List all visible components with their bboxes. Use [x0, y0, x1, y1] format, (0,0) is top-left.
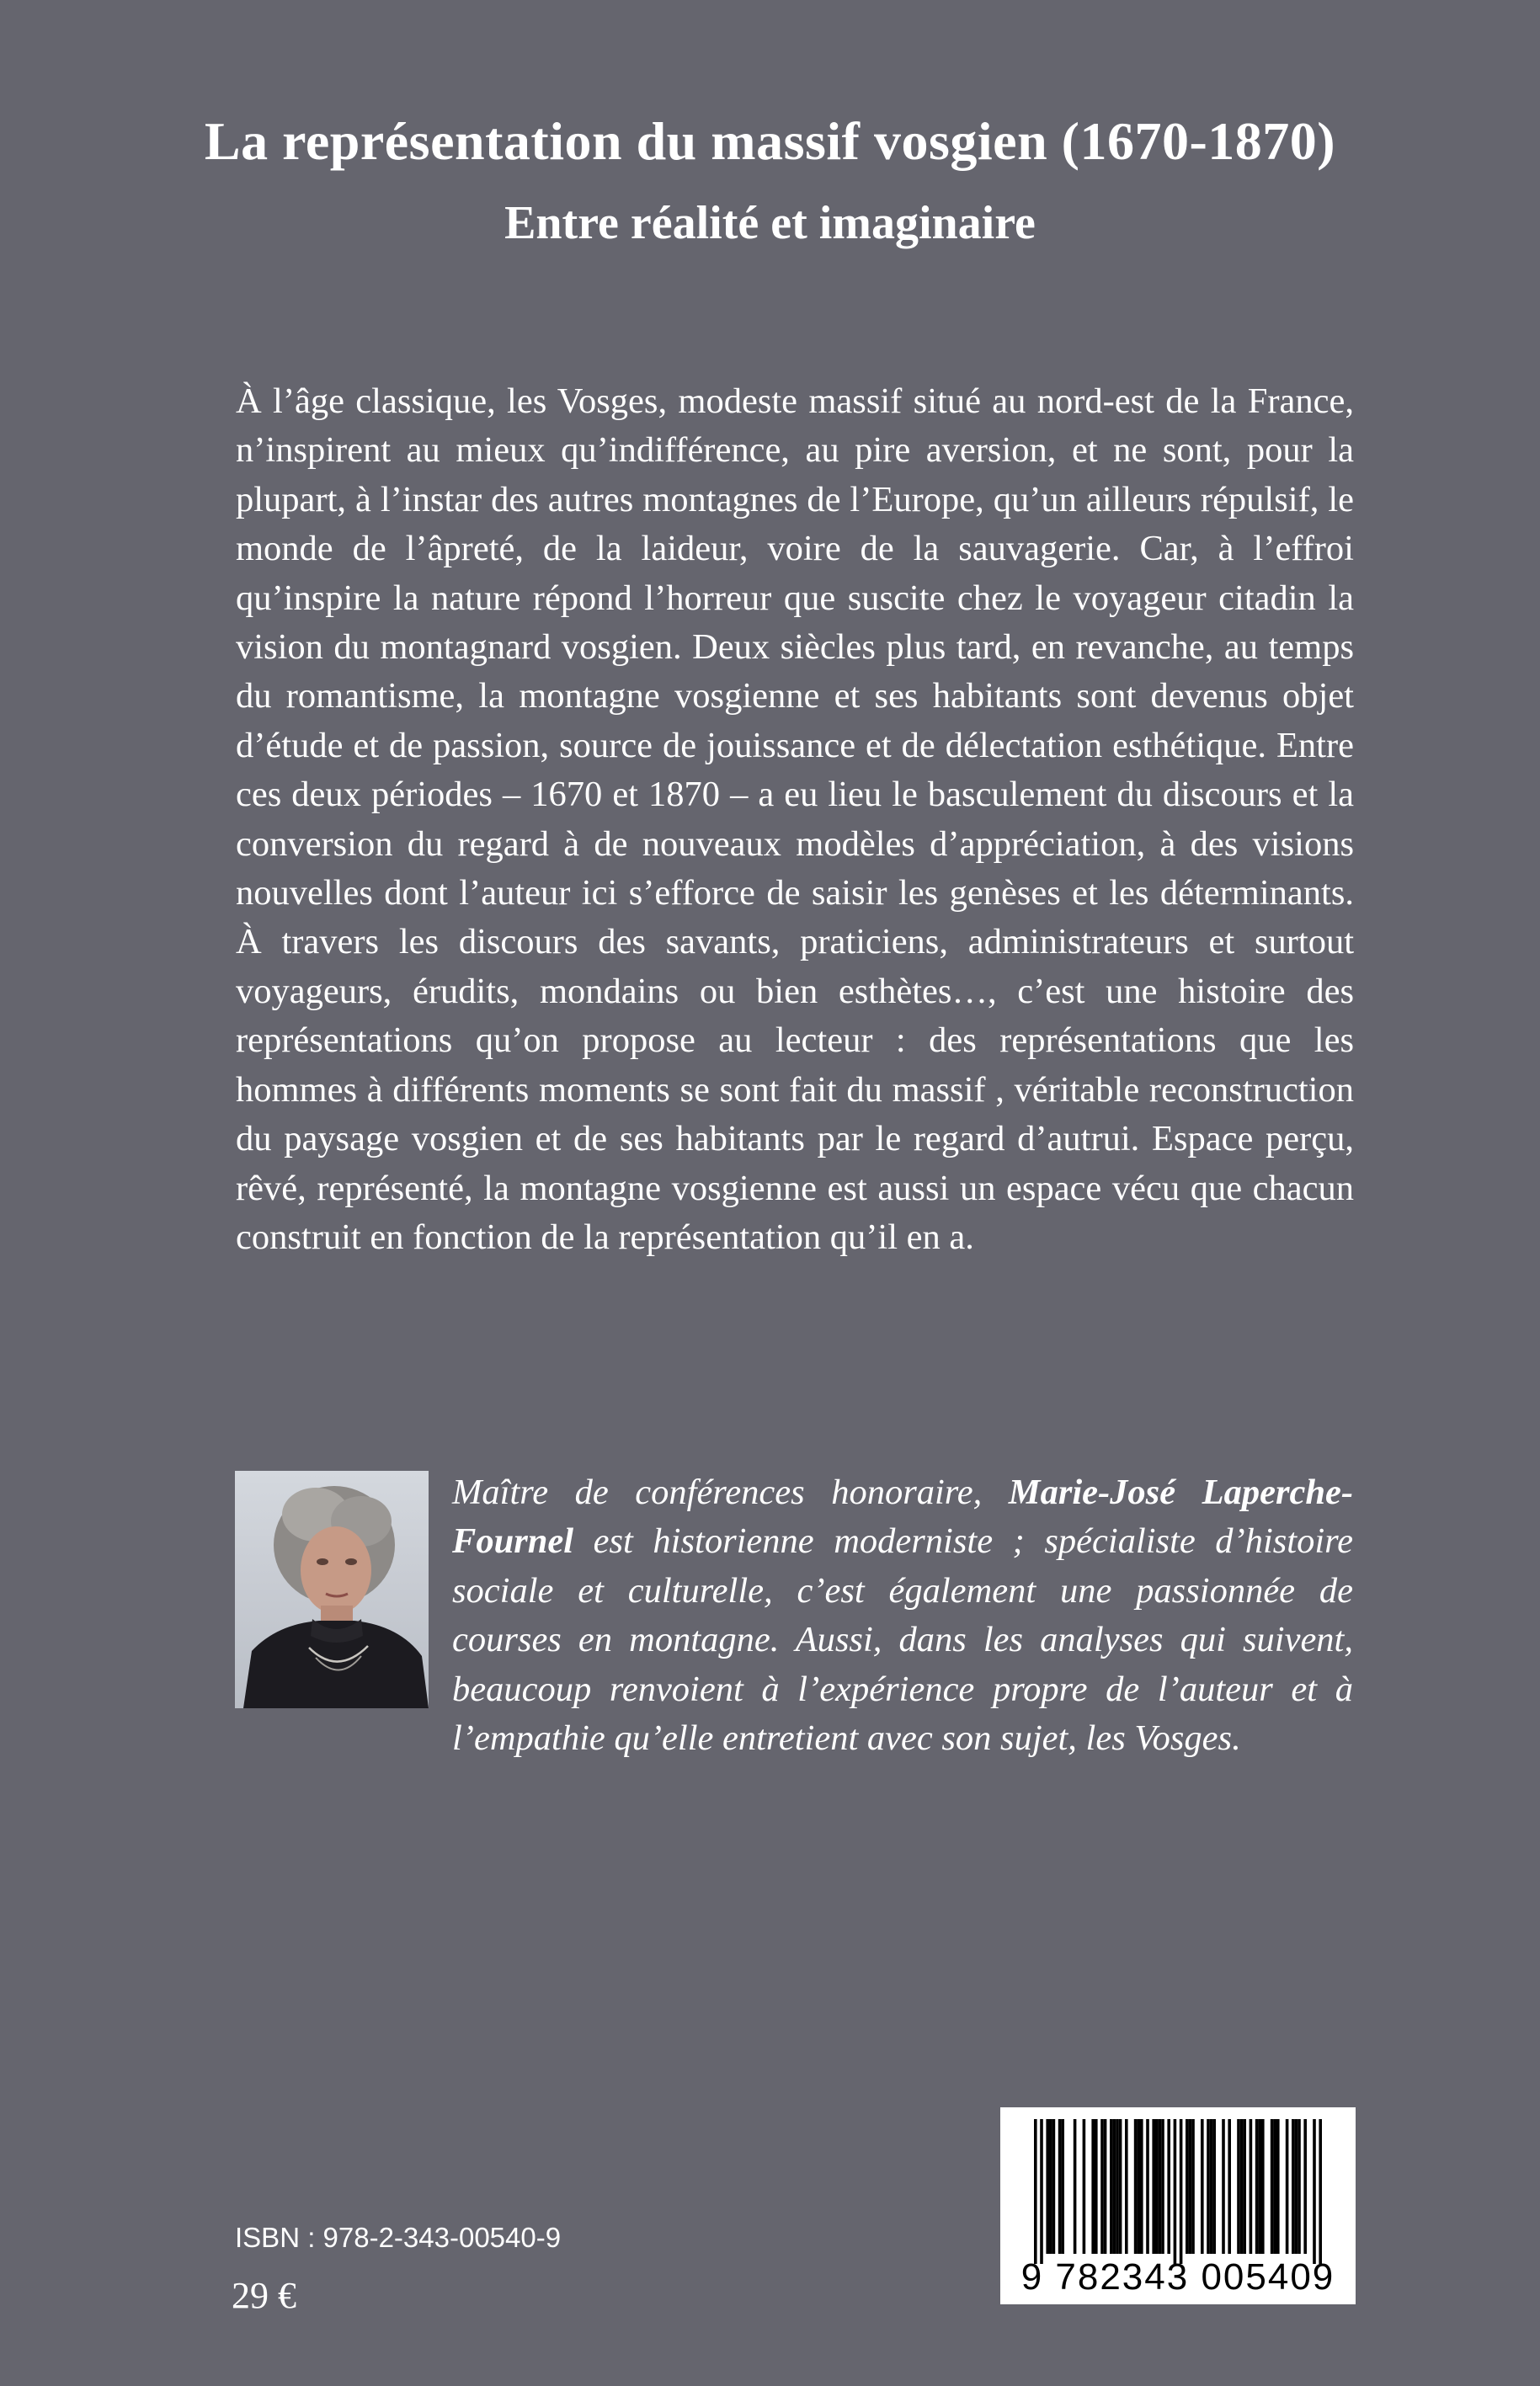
barcode-bar [1161, 2119, 1164, 2254]
barcode-bar [1237, 2119, 1240, 2254]
barcode-bar [1049, 2119, 1052, 2254]
barcode-bar [1292, 2119, 1295, 2254]
barcode-bar [1243, 2119, 1246, 2254]
barcode-bar [1286, 2119, 1289, 2254]
barcode-bar [1271, 2119, 1274, 2254]
book-title: La représentation du massif vosgien (1670-1870) [204, 111, 1336, 171]
barcode-bar [1116, 2119, 1119, 2254]
barcode-bar [1061, 2119, 1064, 2254]
barcode-bar [1212, 2119, 1216, 2254]
barcode-bar [1298, 2119, 1301, 2254]
barcode-bar [1052, 2119, 1056, 2254]
barcode-bar [1201, 2119, 1204, 2254]
author-portrait-icon [235, 1471, 429, 1708]
barcode-bar [1100, 2119, 1104, 2254]
author-name: Marie-José Laperche-Fournel [452, 1473, 1354, 1562]
book-summary: À l’âge classique, les Vosges, modeste massif situé au nord-est de la France, n’inspirent au mieux qu’indifférence, au pire aversion, et ne sont, pour la plupart, à l’instar des autres montagnes de l’Europe, qu’un ailleurs répulsif, le monde de l’âpreté, de la laideur, voire de la sauvagerie. Car, à l’effroi qu’inspire la nature répond l’horreur que suscite chez le voyageur citadin la vision du montagnard vosgien. Deux siècles plus tard, en revanche, au temps du romantisme, la montagne vosgienne et ses habitants sont devenus objet d’étude et de passion, source de jouissance et de délectation esthétique. Entre ces deux périodes – 1670 et 1870 – a eu lieu le basculement du discours et la conversion du regard à de nouveaux modèles d’appréciation, à des visions nouvelles dont l’auteur ici s’efforce de saisir les genèses et les déterminants. À travers les discours des savants, praticiens, administrateurs et surtout voyageurs, érudits, mondains ou bien esthètes…, c’est une histoire des représentations qu’on propose au lecteur : des représentations que les hommes à différents moments se sont fait du massif , véritable reconstruction du paysage vosgien et de ses habitants par le regard d’autrui. Espace perçu, rêvé, représenté, la montagne vosgienne est aussi un espace vécu que chacun construit en fonction de la représentation qu’il en a. [236, 381, 1354, 1257]
barcode-bar [1240, 2119, 1244, 2254]
barcode-bar [1189, 2119, 1192, 2254]
barcode-bar [1134, 2119, 1138, 2254]
barcode-bar [1104, 2119, 1107, 2254]
author-bio-rest: est historienne moderniste ; spécialiste d’histoire sociale et culturelle, c’est également une passionnée de courses en montagne. Aussi, dans les analyses qui suivent, beaucoup renvoient à l’expérience propre de l’auteur et à l’empathie qu’elle entretient avec son sujet, les Vosges. [452, 1521, 1353, 1759]
author-bio-intro: Maître de conférences honoraire, [452, 1473, 1009, 1512]
barcode-bar [1273, 2119, 1276, 2254]
author-photo [235, 1471, 429, 1708]
barcode-bar [1210, 2119, 1213, 2254]
barcode-bar [1110, 2119, 1113, 2254]
isbn-label: ISBN : 978-2-343-00540-9 [235, 2222, 562, 2253]
barcode-bar [1207, 2119, 1210, 2254]
barcode-bar [1222, 2119, 1225, 2254]
barcode-bar [1186, 2119, 1189, 2254]
barcode-bar [1191, 2119, 1195, 2254]
barcode-bar [1276, 2119, 1280, 2254]
barcode-bar [1083, 2119, 1086, 2254]
barcode-bar [1258, 2119, 1261, 2254]
barcode-bar [1167, 2119, 1170, 2254]
barcode-bar [1058, 2119, 1062, 2254]
barcode-bar [1295, 2119, 1298, 2254]
barcode-digits: 9 782343 005409 [1020, 2256, 1335, 2298]
barcode-bar [1303, 2119, 1307, 2254]
barcode-bar [1319, 2119, 1322, 2264]
barcode-bar [1180, 2119, 1183, 2264]
barcode-bar [1040, 2119, 1043, 2264]
barcode-bar [1159, 2119, 1162, 2254]
barcode [1000, 2107, 1356, 2304]
barcode-bar [1113, 2119, 1116, 2254]
barcode-bar [1074, 2119, 1077, 2254]
barcode-bar [1174, 2119, 1177, 2264]
barcode-bar [1119, 2119, 1122, 2254]
barcode-bar [1155, 2119, 1159, 2254]
barcode-bar [1034, 2119, 1037, 2264]
barcode-bar [1046, 2119, 1049, 2254]
barcode-bar [1137, 2119, 1140, 2254]
barcode-bar [1125, 2119, 1128, 2254]
barcode-bar [1261, 2119, 1265, 2254]
barcode-bar [1091, 2119, 1095, 2254]
barcode-bar [1152, 2119, 1155, 2254]
barcode-bar [1095, 2119, 1098, 2254]
barcode-bar [1228, 2119, 1231, 2254]
barcode-bar [1250, 2119, 1253, 2254]
price-label: 29 € [232, 2275, 296, 2316]
book-subtitle: Entre réalité et imaginaire [504, 197, 1036, 249]
barcode-bar [1255, 2119, 1259, 2254]
author-bio [452, 1468, 1353, 1763]
barcode-bar [1140, 2119, 1143, 2254]
barcode-bar [1313, 2119, 1316, 2264]
barcode-bar [1146, 2119, 1149, 2254]
